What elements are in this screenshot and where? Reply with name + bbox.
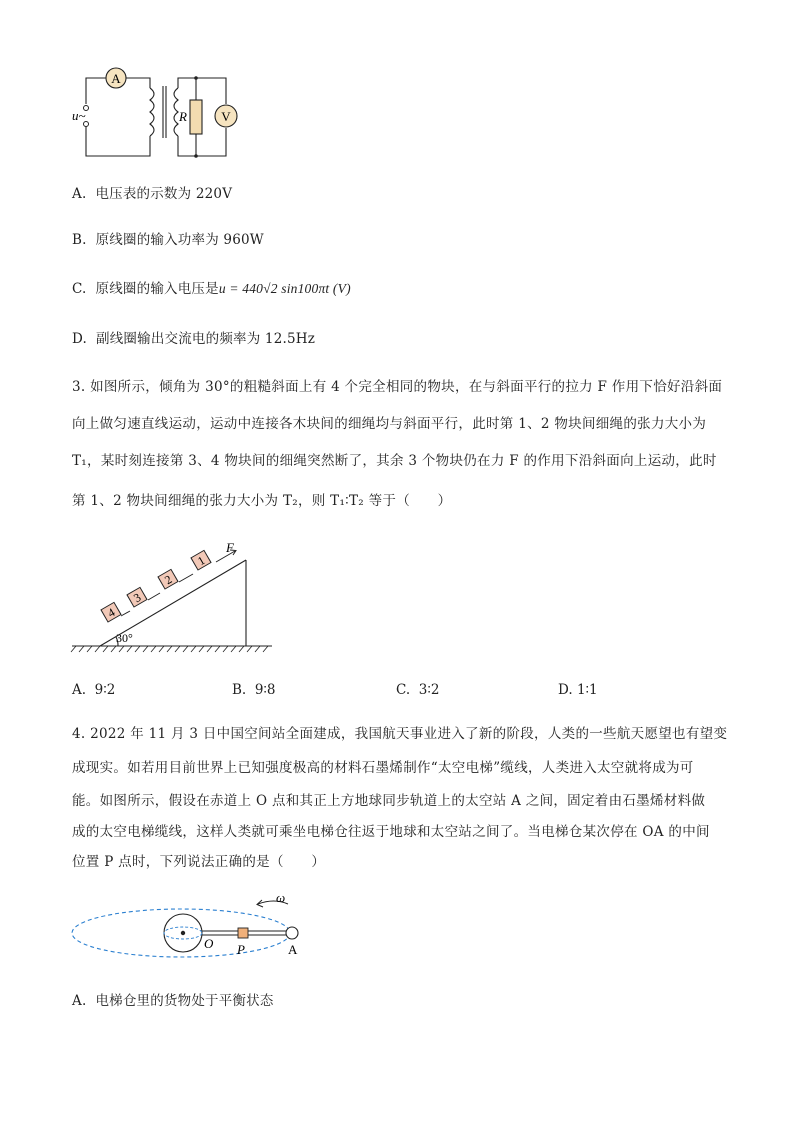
point-a-label: A	[288, 942, 298, 957]
space-station	[286, 927, 298, 939]
block-2	[158, 569, 178, 589]
force-label: F	[226, 540, 234, 555]
q3-option-c: C. 3∶2	[396, 682, 440, 698]
omega-label: ω	[276, 890, 286, 905]
point-p-label: P	[237, 942, 245, 957]
svg-text:2: 2	[162, 572, 175, 588]
block-4	[101, 602, 121, 622]
q2-option-a: A. 电压表的示数为 220V	[72, 186, 233, 202]
q3-option-d: D. 1∶1	[558, 682, 598, 698]
elevator-cabin	[238, 928, 248, 938]
q3-option-b: B. 9∶8	[232, 682, 276, 698]
space-elevator-diagram	[68, 890, 318, 970]
q3-option-a: A. 9∶2	[72, 682, 116, 698]
q3-line-2: 向上做匀速直线运动，运动中连接各木块间的细绳均与斜面平行，此时第 1、2 物块间细绳的张力大小为	[72, 416, 707, 432]
block-3	[127, 587, 147, 607]
q4-line-5: 位置 P 点时，下列说法正确的是（ ）	[72, 854, 326, 870]
point-o-label: O	[204, 936, 214, 951]
q4-line-2: 成现实。如若用目前世界上已知强度极高的材料石墨烯制作“太空电梯”缆线，人类进入太空就将成为可	[72, 760, 694, 776]
q3-line-3: T₁，某时刻连接第 3、4 物块间的细绳突然断了，其余 3 个物块仍在力 F 的作用下沿斜面向上运动，此时	[72, 453, 717, 469]
source-label: u~	[72, 108, 86, 123]
voltmeter-label: V	[221, 109, 231, 124]
svg-text:3: 3	[131, 590, 144, 606]
incline-blocks-diagram	[70, 536, 280, 660]
q4-line-3: 能。如图所示，假设在赤道上 O 点和其正上方地球同步轨道上的太空站 A 之间，固定着由石墨烯材料做	[72, 793, 706, 809]
block-1	[191, 550, 211, 570]
ammeter-label: A	[111, 71, 121, 86]
svg-text:4: 4	[105, 605, 118, 621]
q4-option-a: A. 电梯仓里的货物处于平衡状态	[72, 993, 274, 1009]
q2-option-c: C. 原线圈的输入电压是u = 440√2 sin100πt (V)	[72, 281, 351, 297]
transformer-circuit-diagram	[70, 64, 250, 164]
voltage-formula: u = 440√2 sin100πt (V)	[218, 281, 351, 296]
q4-line-4: 成的太空电梯缆线，这样人类就可乘坐电梯仓往返于地球和太空站之间了。当电梯仓某次停在 OA 的中间	[72, 824, 710, 840]
q3-line-1: 3. 如图所示，倾角为 30°的粗糙斜面上有 4 个完全相同的物块，在与斜面平行的拉力 F 作用下恰好沿斜面	[72, 379, 723, 395]
angle-label: 30°	[116, 631, 133, 645]
q2-option-b: B. 原线圈的输入功率为 960W	[72, 232, 264, 248]
resistor-label: R	[179, 109, 187, 124]
svg-text:1: 1	[195, 553, 208, 569]
q4-line-1: 4. 2022 年 11 月 3 日中国空间站全面建成，我国航天事业进入了新的阶段，人类的一些航天愿望也有望变	[72, 726, 728, 742]
q3-line-4: 第 1、2 物块间细绳的张力大小为 T₂，则 T₁∶T₂ 等于（ ）	[72, 493, 452, 509]
q2-option-d: D. 副线圈输出交流电的频率为 12.5Hz	[72, 331, 316, 347]
